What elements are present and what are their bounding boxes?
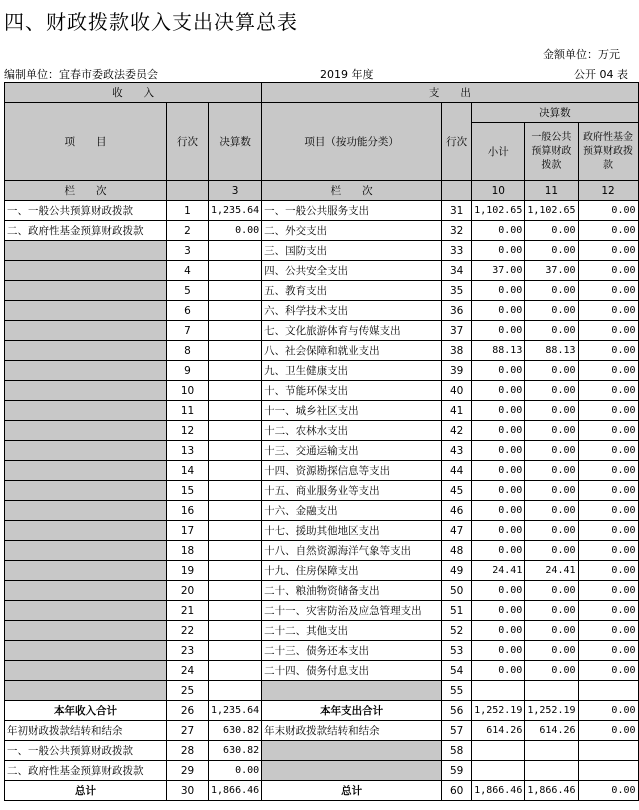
expense-item: 六、科学技术支出 (262, 301, 442, 321)
expense-general-budget: 0.00 (525, 361, 578, 381)
expense-subtotal (472, 741, 525, 761)
income-item (5, 261, 167, 281)
income-row-no: 19 (167, 561, 209, 581)
expense-item: 八、社会保障和就业支出 (262, 341, 442, 361)
expense-item: 七、文化旅游体育与传媒支出 (262, 321, 442, 341)
expense-row-no: 57 (442, 721, 472, 741)
expense-general-budget: 1,866.46 (525, 781, 578, 801)
expense-subtotal (472, 681, 525, 701)
table-row (5, 221, 639, 241)
income-item (5, 601, 167, 621)
expense-row-no: 48 (442, 541, 472, 561)
expense-gov-fund: 0.00 (578, 261, 638, 281)
col-10: 10 (472, 181, 525, 201)
expense-general-budget: 88.13 (525, 341, 578, 361)
expense-item: 十九、住房保障支出 (262, 561, 442, 581)
expense-item: 五、教育支出 (262, 281, 442, 301)
income-amount: 1,235.64 (209, 201, 262, 221)
expense-subtotal: 0.00 (472, 421, 525, 441)
income-header: 收 入 (5, 83, 262, 103)
expense-row-no: 58 (442, 741, 472, 761)
expense-subtotal: 0.00 (472, 461, 525, 481)
table-row (5, 361, 639, 381)
expense-item: 二十四、债务付息支出 (262, 661, 442, 681)
income-item (5, 301, 167, 321)
gen-budget-header: 一般公共预算财政拨款 (525, 123, 578, 181)
expense-gov-fund: 0.00 (578, 781, 638, 801)
expense-row-no: 45 (442, 481, 472, 501)
income-amount (209, 641, 262, 661)
table-row (5, 561, 639, 581)
expense-subtotal: 0.00 (472, 301, 525, 321)
expense-gov-fund: 0.00 (578, 521, 638, 541)
expense-subtotal: 1,102.65 (472, 201, 525, 221)
expense-item (262, 681, 442, 701)
income-row-no: 16 (167, 501, 209, 521)
income-amount (209, 541, 262, 561)
income-row-no: 6 (167, 301, 209, 321)
expense-subtotal: 0.00 (472, 441, 525, 461)
income-row-no: 23 (167, 641, 209, 661)
expense-row-no: 35 (442, 281, 472, 301)
col-label-right: 栏 次 (262, 181, 442, 201)
expense-subtotal: 0.00 (472, 501, 525, 521)
expense-row-no: 59 (442, 761, 472, 781)
col-blank-right (442, 181, 472, 201)
expense-subtotal: 1,866.46 (472, 781, 525, 801)
expense-general-budget: 1,252.19 (525, 701, 578, 721)
expense-row-no: 44 (442, 461, 472, 481)
income-amount: 0.00 (209, 221, 262, 241)
expense-item: 三、国防支出 (262, 241, 442, 261)
expense-gov-fund: 0.00 (578, 401, 638, 421)
expense-gov-fund: 0.00 (578, 301, 638, 321)
table-row (5, 421, 639, 441)
expense-general-budget: 37.00 (525, 261, 578, 281)
expense-item: 二、外交支出 (262, 221, 442, 241)
table-row (5, 321, 639, 341)
expense-row-no: 40 (442, 381, 472, 401)
org-label: 编制单位：宜春市委政法委员会 (4, 68, 158, 81)
item-header: 项 目 (5, 103, 167, 181)
table-row (5, 481, 639, 501)
expense-row-no: 39 (442, 361, 472, 381)
expense-subtotal: 37.00 (472, 261, 525, 281)
income-amount (209, 261, 262, 281)
expense-general-budget: 0.00 (525, 421, 578, 441)
expense-row-no: 53 (442, 641, 472, 661)
expense-gov-fund: 0.00 (578, 241, 638, 261)
income-item (5, 501, 167, 521)
expense-gov-fund: 0.00 (578, 321, 638, 341)
expense-item: 十八、自然资源海洋气象等支出 (262, 541, 442, 561)
expense-item: 二十三、债务还本支出 (262, 641, 442, 661)
income-item (5, 681, 167, 701)
expense-gov-fund: 0.00 (578, 561, 638, 581)
income-item (5, 481, 167, 501)
income-row-no: 27 (167, 721, 209, 741)
expense-item: 十六、金融支出 (262, 501, 442, 521)
table-row (5, 601, 639, 621)
income-amount (209, 581, 262, 601)
income-row-no: 14 (167, 461, 209, 481)
income-row-no: 24 (167, 661, 209, 681)
table-row (5, 721, 639, 741)
expense-subtotal: 0.00 (472, 381, 525, 401)
income-item (5, 641, 167, 661)
col-label-left: 栏 次 (5, 181, 167, 201)
expense-general-budget: 0.00 (525, 321, 578, 341)
table-code: 公开 04 表 (574, 68, 628, 81)
expense-item: 十二、农林水支出 (262, 421, 442, 441)
income-amount (209, 481, 262, 501)
expense-gov-fund: 0.00 (578, 661, 638, 681)
income-item: 一、一般公共预算财政拨款 (5, 201, 167, 221)
expense-general-budget: 0.00 (525, 641, 578, 661)
expense-gov-fund: 0.00 (578, 721, 638, 741)
expense-subtotal (472, 761, 525, 781)
row-no-header: 行次 (167, 103, 209, 181)
income-amount (209, 301, 262, 321)
income-amount (209, 281, 262, 301)
income-row-no: 10 (167, 381, 209, 401)
expense-gov-fund: 0.00 (578, 541, 638, 561)
expense-general-budget (525, 761, 578, 781)
expense-subtotal: 0.00 (472, 401, 525, 421)
expense-subtotal: 24.41 (472, 561, 525, 581)
income-item (5, 281, 167, 301)
expense-row-no: 37 (442, 321, 472, 341)
income-row-no: 20 (167, 581, 209, 601)
expense-subtotal: 0.00 (472, 481, 525, 501)
expense-row-no: 56 (442, 701, 472, 721)
expense-item: 年末财政拨款结转和结余 (262, 721, 442, 741)
expense-row-no: 54 (442, 661, 472, 681)
income-row-no: 26 (167, 701, 209, 721)
expense-gov-fund: 0.00 (578, 501, 638, 521)
expense-gov-fund: 0.00 (578, 621, 638, 641)
income-amount (209, 621, 262, 641)
income-row-no: 30 (167, 781, 209, 801)
expense-row-no: 42 (442, 421, 472, 441)
income-amount (209, 521, 262, 541)
expense-gov-fund: 0.00 (578, 461, 638, 481)
expense-subtotal: 0.00 (472, 361, 525, 381)
expense-item: 总计 (262, 781, 442, 801)
expense-subtotal: 0.00 (472, 581, 525, 601)
expense-general-budget: 0.00 (525, 301, 578, 321)
income-item (5, 341, 167, 361)
col-3: 3 (209, 181, 262, 201)
expense-item: 十七、援助其他地区支出 (262, 521, 442, 541)
expense-general-budget: 0.00 (525, 601, 578, 621)
page-title: 四、财政拨款收入支出决算总表 (4, 10, 298, 34)
table-row (5, 241, 639, 261)
amount-header: 决算数 (209, 103, 262, 181)
income-item (5, 661, 167, 681)
expense-gov-fund: 0.00 (578, 581, 638, 601)
col-11: 11 (525, 181, 578, 201)
expense-general-budget: 0.00 (525, 461, 578, 481)
expense-row-no: 36 (442, 301, 472, 321)
income-amount: 1,235.64 (209, 701, 262, 721)
income-item: 总计 (5, 781, 167, 801)
budget-table (4, 82, 639, 801)
expense-subtotal: 614.26 (472, 721, 525, 741)
income-amount (209, 601, 262, 621)
income-row-no: 3 (167, 241, 209, 261)
expense-row-no: 46 (442, 501, 472, 521)
expense-row-no: 52 (442, 621, 472, 641)
income-row-no: 11 (167, 401, 209, 421)
expense-general-budget: 0.00 (525, 661, 578, 681)
income-item (5, 241, 167, 261)
expense-subtotal: 1,252.19 (472, 701, 525, 721)
income-row-no: 13 (167, 441, 209, 461)
subtotal-header: 小计 (472, 123, 525, 181)
table-row (5, 641, 639, 661)
expense-general-budget (525, 681, 578, 701)
table-row (5, 521, 639, 541)
expense-gov-fund: 0.00 (578, 201, 638, 221)
income-item (5, 461, 167, 481)
income-amount (209, 401, 262, 421)
income-row-no: 22 (167, 621, 209, 641)
expense-item: 十、节能环保支出 (262, 381, 442, 401)
expense-item: 二十一、灾害防治及应急管理支出 (262, 601, 442, 621)
table-row (5, 681, 639, 701)
income-item: 年初财政拨款结转和结余 (5, 721, 167, 741)
expense-general-budget: 0.00 (525, 541, 578, 561)
expense-subtotal: 0.00 (472, 621, 525, 641)
expense-general-budget: 0.00 (525, 521, 578, 541)
income-item (5, 321, 167, 341)
table-row (5, 501, 639, 521)
expense-subtotal: 0.00 (472, 541, 525, 561)
expense-general-budget: 0.00 (525, 401, 578, 421)
expense-general-budget: 0.00 (525, 281, 578, 301)
expense-item: 十四、资源勘探信息等支出 (262, 461, 442, 481)
income-row-no: 21 (167, 601, 209, 621)
expense-row-no: 43 (442, 441, 472, 461)
income-item (5, 581, 167, 601)
expense-item: 本年支出合计 (262, 701, 442, 721)
expense-general-budget: 0.00 (525, 481, 578, 501)
expense-row-no: 51 (442, 601, 472, 621)
income-row-no: 8 (167, 341, 209, 361)
expense-general-budget (525, 741, 578, 761)
income-amount (209, 241, 262, 261)
income-item (5, 621, 167, 641)
expense-item: 十五、商业服务业等支出 (262, 481, 442, 501)
income-amount (209, 561, 262, 581)
income-row-no: 29 (167, 761, 209, 781)
income-item: 一、一般公共预算财政拨款 (5, 741, 167, 761)
expense-gov-fund (578, 741, 638, 761)
table-row (5, 581, 639, 601)
table-row (5, 261, 639, 281)
expense-general-budget: 0.00 (525, 581, 578, 601)
income-item (5, 361, 167, 381)
expense-gov-fund: 0.00 (578, 341, 638, 361)
income-row-no: 7 (167, 321, 209, 341)
table-row (5, 381, 639, 401)
income-amount: 630.82 (209, 741, 262, 761)
table-row (5, 781, 639, 801)
func-item-header: 项目（按功能分类） (262, 103, 442, 181)
expense-row-no: 60 (442, 781, 472, 801)
income-amount (209, 501, 262, 521)
expense-gov-fund: 0.00 (578, 361, 638, 381)
expense-general-budget: 0.00 (525, 441, 578, 461)
expense-item: 十一、城乡社区支出 (262, 401, 442, 421)
income-row-no: 2 (167, 221, 209, 241)
table-row (5, 701, 639, 721)
income-row-no: 4 (167, 261, 209, 281)
expense-subtotal: 0.00 (472, 661, 525, 681)
table-row (5, 621, 639, 641)
expense-item (262, 761, 442, 781)
unit-label: 金额单位：万元 (543, 48, 620, 61)
expense-row-no: 49 (442, 561, 472, 581)
income-amount (209, 361, 262, 381)
income-item (5, 561, 167, 581)
expense-gov-fund: 0.00 (578, 381, 638, 401)
income-amount (209, 461, 262, 481)
income-amount (209, 421, 262, 441)
income-row-no: 9 (167, 361, 209, 381)
table-row (5, 401, 639, 421)
income-amount (209, 681, 262, 701)
col-blank-left (167, 181, 209, 201)
income-item: 本年收入合计 (5, 701, 167, 721)
expense-subtotal: 0.00 (472, 601, 525, 621)
expense-gov-fund: 0.00 (578, 641, 638, 661)
income-amount: 630.82 (209, 721, 262, 741)
table-row (5, 461, 639, 481)
income-row-no: 1 (167, 201, 209, 221)
expense-subtotal: 88.13 (472, 341, 525, 361)
expense-row-no: 31 (442, 201, 472, 221)
expense-gov-fund (578, 681, 638, 701)
expense-gov-fund: 0.00 (578, 441, 638, 461)
table-row (5, 201, 639, 221)
income-row-no: 5 (167, 281, 209, 301)
final-amount-header: 决算数 (472, 103, 638, 123)
expense-subtotal: 0.00 (472, 221, 525, 241)
table-row (5, 281, 639, 301)
expense-row-no: 38 (442, 341, 472, 361)
income-amount (209, 321, 262, 341)
expense-row-no: 32 (442, 221, 472, 241)
expense-subtotal: 0.00 (472, 321, 525, 341)
income-item (5, 441, 167, 461)
expense-row-no: 50 (442, 581, 472, 601)
expense-item: 一、一般公共服务支出 (262, 201, 442, 221)
income-item (5, 541, 167, 561)
income-amount: 0.00 (209, 761, 262, 781)
income-item (5, 521, 167, 541)
table-row (5, 741, 639, 761)
expense-gov-fund: 0.00 (578, 481, 638, 501)
expense-header: 支 出 (262, 83, 638, 103)
expense-gov-fund: 0.00 (578, 701, 638, 721)
income-item (5, 381, 167, 401)
expense-subtotal: 0.00 (472, 641, 525, 661)
expense-subtotal: 0.00 (472, 241, 525, 261)
expense-subtotal: 0.00 (472, 521, 525, 541)
income-row-no: 28 (167, 741, 209, 761)
expense-gov-fund: 0.00 (578, 601, 638, 621)
expense-item: 二十、粮油物资储备支出 (262, 581, 442, 601)
gov-fund-header: 政府性基金预算财政拨款 (578, 123, 638, 181)
expense-general-budget: 1,102.65 (525, 201, 578, 221)
income-row-no: 18 (167, 541, 209, 561)
table-row (5, 761, 639, 781)
expense-row-no: 47 (442, 521, 472, 541)
col-12: 12 (578, 181, 638, 201)
income-amount (209, 381, 262, 401)
income-row-no: 15 (167, 481, 209, 501)
expense-general-budget: 24.41 (525, 561, 578, 581)
table-row (5, 301, 639, 321)
expense-general-budget: 0.00 (525, 621, 578, 641)
income-amount (209, 661, 262, 681)
expense-general-budget: 0.00 (525, 381, 578, 401)
income-amount (209, 441, 262, 461)
expense-general-budget: 614.26 (525, 721, 578, 741)
expense-gov-fund: 0.00 (578, 421, 638, 441)
expense-gov-fund: 0.00 (578, 281, 638, 301)
expense-gov-fund (578, 761, 638, 781)
income-item (5, 401, 167, 421)
expense-general-budget: 0.00 (525, 501, 578, 521)
expense-row-no: 34 (442, 261, 472, 281)
expense-item: 四、公共安全支出 (262, 261, 442, 281)
income-row-no: 17 (167, 521, 209, 541)
income-item: 二、政府性基金预算财政拨款 (5, 221, 167, 241)
income-row-no: 12 (167, 421, 209, 441)
expense-general-budget: 0.00 (525, 241, 578, 261)
expense-gov-fund: 0.00 (578, 221, 638, 241)
table-row (5, 341, 639, 361)
expense-row-no-header: 行次 (442, 103, 472, 181)
expense-item (262, 741, 442, 761)
expense-subtotal: 0.00 (472, 281, 525, 301)
year-label: 2019 年度 (320, 68, 374, 81)
income-item (5, 421, 167, 441)
expense-row-no: 55 (442, 681, 472, 701)
table-row (5, 661, 639, 681)
expense-general-budget: 0.00 (525, 221, 578, 241)
income-amount: 1,866.46 (209, 781, 262, 801)
expense-item: 十三、交通运输支出 (262, 441, 442, 461)
expense-item: 九、卫生健康支出 (262, 361, 442, 381)
income-amount (209, 341, 262, 361)
table-row (5, 541, 639, 561)
income-item: 二、政府性基金预算财政拨款 (5, 761, 167, 781)
expense-row-no: 41 (442, 401, 472, 421)
table-row (5, 441, 639, 461)
income-row-no: 25 (167, 681, 209, 701)
expense-item: 二十二、其他支出 (262, 621, 442, 641)
expense-row-no: 33 (442, 241, 472, 261)
